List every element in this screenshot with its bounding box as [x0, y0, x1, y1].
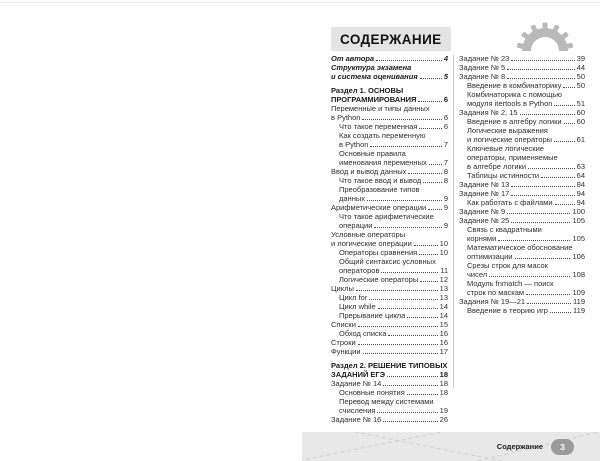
- toc-entry: [459, 225, 585, 243]
- dot-leader: [418, 101, 441, 102]
- dot-leader: [550, 312, 571, 313]
- toc-entry-title: данных: [339, 194, 365, 203]
- dot-leader: [526, 294, 570, 295]
- toc-entry-lastline: [331, 95, 448, 104]
- toc-entry: [331, 302, 448, 311]
- page-footer: [302, 432, 600, 461]
- toc-entry-title: Прерывание цикла: [339, 311, 406, 320]
- dot-leader: [520, 114, 575, 115]
- toc-entry-title: Логические операторы: [339, 275, 419, 284]
- toc-entry-title: Задание № 13: [459, 180, 510, 189]
- toc-entry-title: Основные понятия: [339, 388, 405, 397]
- toc-entry-title: в алгебре логики: [467, 162, 527, 171]
- toc-entry: [331, 284, 448, 293]
- toc-entry: [331, 131, 448, 149]
- toc-entry: [331, 329, 448, 338]
- toc-entry: [331, 122, 448, 131]
- toc-entry-lastline: [339, 275, 448, 284]
- toc-entry-lastline: [459, 207, 585, 216]
- dot-leader: [489, 276, 570, 277]
- toc-entry-title: строк по маскам: [467, 288, 525, 297]
- toc-entry: [459, 171, 585, 180]
- toc-entry-title: От автора: [331, 54, 375, 63]
- dot-leader: [419, 128, 441, 129]
- toc-page-number: 109: [572, 288, 585, 297]
- toc-entry-lastline: [467, 288, 585, 297]
- toc-page-number: 9: [443, 194, 448, 203]
- toc-page-number: 94: [576, 198, 585, 207]
- toc-entry: [459, 108, 585, 117]
- toc-entry-title: ПРОГРАММИРОВАНИЯ: [331, 95, 417, 104]
- dot-leader: [419, 254, 437, 255]
- toc-entry-title: Что такое ввод и вывод: [339, 176, 422, 185]
- toc-page-number: 64: [576, 171, 585, 180]
- toc-entry-title: Операторы сравнения: [339, 248, 418, 257]
- dot-leader: [388, 335, 437, 336]
- toc-entry-title: Задание № 25: [459, 216, 510, 225]
- dot-leader: [541, 177, 575, 178]
- toc-entry: [331, 176, 448, 185]
- toc-entry-line: Перевод между системами: [339, 397, 434, 406]
- toc-page-number: 9: [443, 203, 448, 212]
- dot-leader: [358, 326, 438, 327]
- toc-entry-title: Ввод и вывод данных: [331, 167, 407, 176]
- dot-leader: [369, 299, 437, 300]
- toc-entry: [331, 415, 448, 424]
- dot-leader: [370, 146, 441, 147]
- toc-entry-lastline: [331, 284, 448, 293]
- toc-entry-line: Ключевые логические: [467, 144, 544, 153]
- column-divider: [453, 55, 454, 388]
- toc-entry-lastline: [339, 194, 448, 203]
- toc-entry-title: Задание № 14: [331, 379, 382, 388]
- toc-entry: [331, 388, 448, 397]
- toc-entry: [331, 54, 448, 63]
- toc-entry-line: Модуль fnmatch — поиск: [467, 279, 554, 288]
- toc-entry-lastline: [331, 167, 448, 176]
- dot-leader: [356, 290, 438, 291]
- toc-column-left: [331, 54, 448, 424]
- toc-entry-lastline: [339, 122, 448, 131]
- toc-entry-title: Задание № 9: [459, 207, 506, 216]
- dot-leader: [420, 78, 442, 79]
- toc-page-number: 50: [576, 72, 585, 81]
- toc-entry: [459, 297, 585, 306]
- toc-page-number: 16: [439, 329, 448, 338]
- toc-entry: [459, 54, 585, 63]
- toc-entry-lastline: [467, 252, 585, 261]
- toc-page-number: 105: [572, 234, 585, 243]
- toc-entry: [459, 189, 585, 198]
- toc-entry-title: операторов: [339, 266, 380, 275]
- toc-entry-line: Как создать переменную: [339, 131, 426, 140]
- toc-page-number: 8: [443, 176, 448, 185]
- toc-entry-lastline: [331, 415, 448, 424]
- toc-entry: [331, 320, 448, 329]
- toc-entry: [459, 243, 585, 261]
- toc-entry: [459, 198, 585, 207]
- dot-leader: [515, 258, 571, 259]
- dot-leader: [527, 303, 571, 304]
- toc-column-right: [459, 54, 585, 424]
- toc-page-number: 6: [443, 113, 448, 122]
- dot-leader: [528, 168, 575, 169]
- toc-page-number: 51: [576, 99, 585, 108]
- dot-leader: [511, 195, 574, 196]
- toc-page-number: 9: [443, 221, 448, 230]
- page-number-badge: [551, 439, 574, 455]
- toc-entry-line: Условные операторы: [331, 230, 406, 239]
- toc-page-number: 5: [443, 72, 448, 81]
- toc-entry: [459, 72, 585, 81]
- toc-page-number: 16: [439, 338, 448, 347]
- toc-page-number: 12: [439, 275, 448, 284]
- toc-page-number: 50: [576, 81, 585, 90]
- toc-entry-lastline: [331, 54, 448, 63]
- toc-entry: [459, 279, 585, 297]
- page-top-edge-line: [0, 2, 600, 3]
- toc-entry-lastline: [339, 266, 448, 275]
- toc-page-number: 60: [576, 108, 585, 117]
- toc-entry-line: Связь с квадратными: [467, 225, 542, 234]
- toc-entry-title: Задание № 16: [331, 415, 382, 424]
- dot-leader: [429, 164, 442, 165]
- toc-entry-lastline: [459, 72, 585, 81]
- toc-page-number: 105: [572, 216, 585, 225]
- toc-entry-lastline: [467, 306, 585, 315]
- toc-entry-lastline: [339, 388, 448, 397]
- toc-page-number: 4: [443, 54, 448, 63]
- dot-leader: [362, 119, 441, 120]
- toc-entry: [331, 338, 448, 347]
- toc-entry-title: Задания № 2, 15: [459, 108, 518, 117]
- toc-entry-title: ЗАДАНИЙ ЕГЭ: [331, 370, 386, 379]
- toc-entry-title: Таблицы истинности: [467, 171, 540, 180]
- toc-entry-line: операторы, применяемые: [467, 153, 558, 162]
- toc-entry: [331, 149, 448, 167]
- toc-entry-lastline: [339, 311, 448, 320]
- dot-leader: [507, 213, 570, 214]
- dot-leader: [381, 272, 438, 273]
- toc-entry-title: Что такое переменная: [339, 122, 418, 131]
- toc-entry-lastline: [331, 113, 448, 122]
- toc-page-number: 94: [576, 189, 585, 198]
- toc-page-number: 13: [439, 284, 448, 293]
- dot-leader: [507, 78, 575, 79]
- dot-leader: [374, 227, 441, 228]
- toc-entry-lastline: [331, 379, 448, 388]
- toc-entry-lastline: [339, 176, 448, 185]
- dot-leader: [383, 385, 437, 386]
- toc-entry-title: счисления: [339, 406, 376, 415]
- toc-entry-lastline: [331, 338, 448, 347]
- toc-page-number: 10: [439, 248, 448, 257]
- toc-entry: [331, 347, 448, 356]
- toc-entry: [331, 230, 448, 248]
- toc-entry: [459, 81, 585, 90]
- toc-entry: [331, 311, 448, 320]
- toc-entry-title: и логические операции: [331, 239, 412, 248]
- dot-leader: [511, 60, 574, 61]
- toc-entry-line: Раздел 2. РЕШЕНИЕ ТИПОВЫХ: [331, 361, 448, 370]
- toc-page-number: 13: [439, 293, 448, 302]
- toc-entry-lastline: [459, 180, 585, 189]
- toc-page-number: 119: [573, 297, 585, 306]
- toc-entry-lastline: [459, 189, 585, 198]
- toc-page-number: 39: [576, 54, 585, 63]
- toc-page-number: 84: [576, 180, 585, 189]
- toc-entry-line: Общий синтаксис условных: [339, 257, 436, 266]
- dot-leader: [507, 69, 575, 70]
- toc-entry-lastline: [459, 54, 585, 63]
- toc-entry-title: Задание № 17: [459, 189, 510, 198]
- dot-leader: [407, 394, 438, 395]
- toc-page-number: 17: [439, 347, 448, 356]
- dot-leader: [358, 344, 438, 345]
- toc-entry-title: операции: [339, 221, 373, 230]
- toc-entry-title: Задание № 23: [459, 54, 510, 63]
- toc-entry-title: Введение в алгебру логики: [467, 117, 562, 126]
- toc-entry-title: модуля itertools в Python: [467, 99, 553, 108]
- toc-entry-line: Основные правила: [339, 149, 406, 158]
- toc-page-number: 8: [443, 167, 448, 176]
- toc-entry-title: в Python: [339, 140, 369, 149]
- toc-entry-line: Математическое обоснование: [467, 243, 573, 252]
- toc-entry-title: Цикл for: [339, 293, 368, 302]
- toc-entry-title: Введение в комбинаторику: [467, 81, 562, 90]
- toc-entry-lastline: [459, 297, 585, 306]
- toc-entry-lastline: [459, 216, 585, 225]
- toc-entry-title: Обход списка: [339, 329, 387, 338]
- toc-entry-lastline: [467, 99, 585, 108]
- toc-entry-lastline: [331, 347, 448, 356]
- toc-entry-line: Что такое арифметические: [339, 212, 434, 221]
- dot-leader: [377, 412, 437, 413]
- toc-entry: [331, 361, 448, 379]
- toc-entry: [331, 397, 448, 415]
- toc-entry-lastline: [339, 248, 448, 257]
- toc-entry-title: Списки: [331, 320, 356, 329]
- dot-leader: [428, 209, 442, 210]
- dot-leader: [498, 240, 570, 241]
- toc-entry: [331, 275, 448, 284]
- toc-entry: [331, 167, 448, 176]
- toc-entry-lastline: [339, 158, 448, 167]
- toc-page-number: 18: [439, 379, 448, 388]
- toc-entry: [331, 203, 448, 212]
- toc-entry: [459, 126, 585, 144]
- toc-entry-lastline: [339, 140, 448, 149]
- dot-leader: [414, 245, 438, 246]
- toc-entry-lastline: [467, 234, 585, 243]
- dot-leader: [554, 141, 575, 142]
- toc-page-number: 6: [443, 95, 448, 104]
- toc-entry-title: оптимизации: [467, 252, 513, 261]
- dot-leader: [420, 281, 437, 282]
- dot-leader: [378, 308, 438, 309]
- toc-entry-title: и система оценивания: [331, 72, 418, 81]
- toc-entry-title: в Python: [331, 113, 361, 122]
- dot-leader: [563, 87, 574, 88]
- toc-entry: [459, 117, 585, 126]
- toc-entry: [331, 248, 448, 257]
- toc-entry: [331, 293, 448, 302]
- toc-entry-line: Переменные и типы данных: [331, 104, 430, 113]
- toc-page-number: 18: [439, 370, 448, 379]
- toc-entry-lastline: [331, 72, 448, 81]
- toc-entry-lastline: [459, 63, 585, 72]
- toc-entry: [459, 306, 585, 315]
- toc-entry-line: Комбинаторика с помощью: [467, 90, 562, 99]
- toc-entry: [331, 185, 448, 203]
- toc-entry-title: Как работать с файлами: [467, 198, 553, 207]
- toc-entry: [331, 63, 448, 81]
- toc-entry: [459, 63, 585, 72]
- toc-entry-lastline: [459, 108, 585, 117]
- toc-page-number: 61: [576, 135, 585, 144]
- toc-entry-title: Функции: [331, 347, 361, 356]
- toc-entry: [331, 86, 448, 104]
- gear-icon: [517, 22, 573, 51]
- toc-entry-line: Логические выражения: [467, 126, 548, 135]
- footer-section-label: Содержание: [496, 442, 543, 451]
- toc-entry-lastline: [339, 329, 448, 338]
- toc-entry: [459, 90, 585, 108]
- dot-leader: [423, 182, 442, 183]
- toc-entry-line: Раздел 1. ОСНОВЫ: [331, 86, 404, 95]
- toc-entry-title: и логические операторы: [467, 135, 553, 144]
- toc-entry: [331, 257, 448, 275]
- toc-page-number: 14: [439, 311, 448, 320]
- toc-page-number: 106: [572, 252, 585, 261]
- toc-page-number: 18: [439, 388, 448, 397]
- toc-entry: [459, 180, 585, 189]
- toc-page-number: 108: [572, 270, 585, 279]
- toc-page-number: 100: [572, 207, 585, 216]
- toc-page-number: 26: [439, 415, 448, 424]
- dot-leader: [363, 353, 438, 354]
- toc-entry-lastline: [467, 135, 585, 144]
- toc-entry: [459, 261, 585, 279]
- toc-entry-lastline: [467, 270, 585, 279]
- toc-entry-title: Задание № 5: [459, 63, 506, 72]
- dot-leader: [367, 200, 442, 201]
- toc-page-number: 14: [439, 302, 448, 311]
- toc-entry: [331, 212, 448, 230]
- dot-leader: [408, 173, 441, 174]
- toc-entry-title: Арифметические операции: [331, 203, 427, 212]
- toc-entry-line: Срезы строк для масок: [467, 261, 548, 270]
- toc-entry-lastline: [467, 171, 585, 180]
- toc-page-number: 10: [439, 239, 448, 248]
- toc-entry-title: Задание № 8: [459, 72, 506, 81]
- toc-entry-lastline: [339, 293, 448, 302]
- dot-leader: [511, 186, 574, 187]
- dot-leader: [554, 105, 574, 106]
- toc-entry-lastline: [331, 239, 448, 248]
- toc-entry-title: Циклы: [331, 284, 354, 293]
- toc-page-number: 19: [439, 406, 448, 415]
- toc-entry: [459, 144, 585, 171]
- toc-entry-title: Строки: [331, 338, 356, 347]
- toc-entry-line: Структура экзамена: [331, 63, 412, 72]
- toc-page-number: 11: [440, 266, 448, 275]
- toc-entry-lastline: [339, 302, 448, 311]
- toc-entry: [331, 104, 448, 122]
- dot-leader: [376, 60, 442, 61]
- toc-entry: [459, 216, 585, 225]
- toc-entry-lastline: [331, 370, 448, 379]
- toc-entry: [459, 207, 585, 216]
- toc-page-number: 119: [573, 306, 585, 315]
- dot-leader: [511, 222, 570, 223]
- toc-entry-title: Задания № 19—21: [459, 297, 526, 306]
- toc-page-number: 6: [443, 122, 448, 131]
- toc-entry-title: Цикл while: [339, 302, 376, 311]
- page-number: 3: [560, 441, 565, 452]
- toc-page-number: 60: [576, 117, 585, 126]
- toc-entry-lastline: [467, 81, 585, 90]
- toc-entry-title: именования переменных: [339, 158, 427, 167]
- toc-entry-title: корнями: [467, 234, 497, 243]
- toc-page-number: 63: [576, 162, 585, 171]
- toc-entry-title: Введение в теорию игр: [467, 306, 548, 315]
- contents-header: [331, 27, 451, 51]
- toc-entry: [331, 379, 448, 388]
- dot-leader: [564, 123, 575, 124]
- dot-leader: [383, 421, 437, 422]
- toc-entry-lastline: [467, 198, 585, 207]
- toc-page-number: 7: [443, 158, 448, 167]
- dot-leader: [555, 204, 575, 205]
- toc-page-number: 7: [443, 140, 448, 149]
- toc-entry-line: Преобразование типов: [339, 185, 420, 194]
- table-of-contents: [331, 54, 585, 424]
- toc-entry-lastline: [339, 406, 448, 415]
- toc-entry-lastline: [467, 162, 585, 171]
- page-title: СОДЕРЖАНИЕ: [340, 31, 442, 47]
- toc-entry-title: чисел: [467, 270, 488, 279]
- toc-entry-lastline: [331, 203, 448, 212]
- toc-entry-lastline: [331, 320, 448, 329]
- dot-leader: [387, 376, 438, 377]
- toc-entry-lastline: [339, 221, 448, 230]
- toc-page-number: 44: [576, 63, 585, 72]
- dot-leader: [407, 317, 437, 318]
- toc-entry-lastline: [467, 117, 585, 126]
- toc-page-number: 15: [439, 320, 448, 329]
